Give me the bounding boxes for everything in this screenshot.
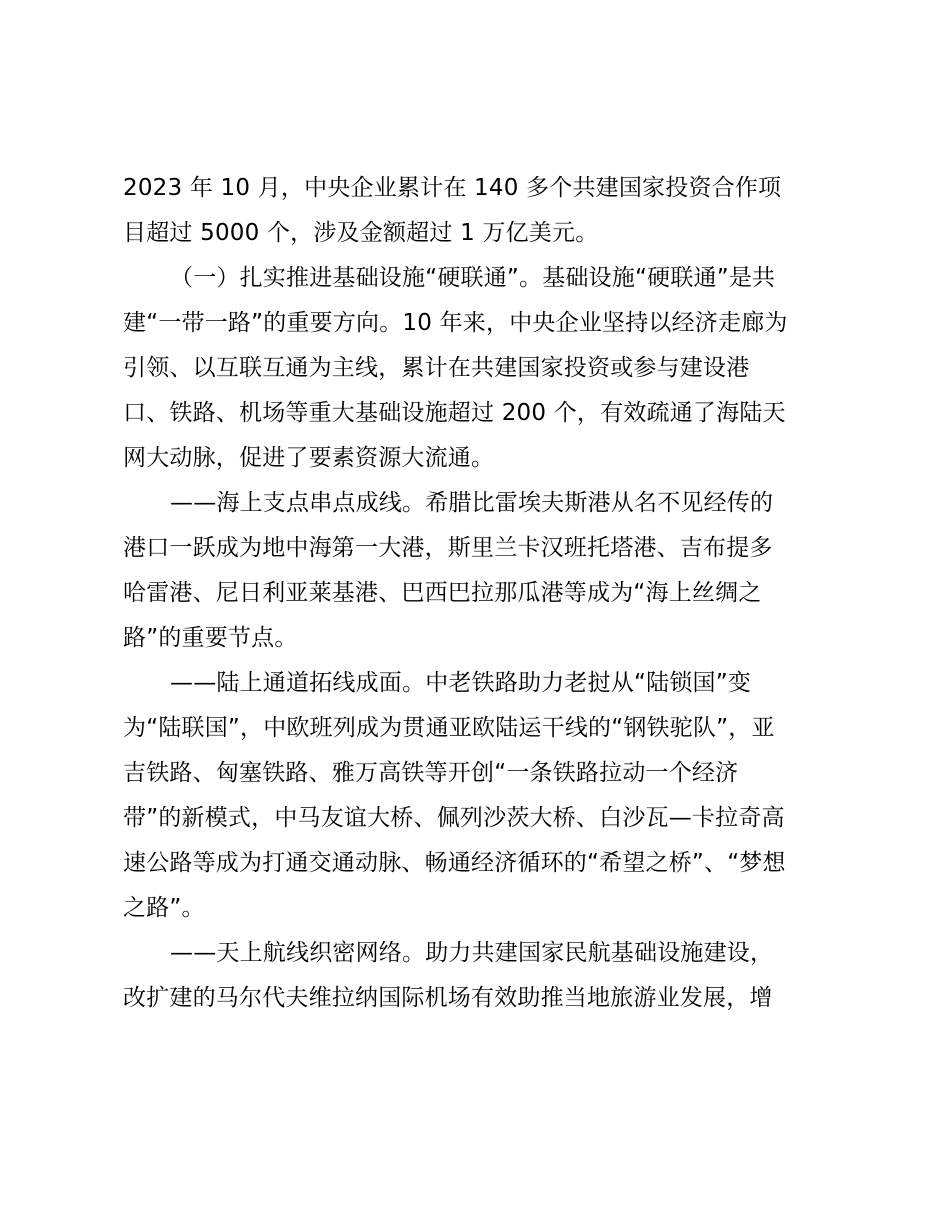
text-line: 建“一带一路”的重要方向。10 年来，中央企业坚持以经济走廊为	[123, 310, 788, 336]
text-line: 改扩建的马尔代夫维拉纳国际机场有效助推当地旅游业发展，增	[123, 985, 773, 1011]
paragraph-start-line: ——天上航线织密网络。助力共建国家民航基础设施建设，	[170, 940, 774, 966]
text-line: 网大动脉，促进了要素资源大流通。	[123, 445, 495, 471]
text-line: 之路”。	[123, 895, 205, 921]
section-heading-line: （一）扎实推进基础设施“硬联通”。基础设施“硬联通”是共	[170, 265, 776, 291]
text-line: 路”的重要节点。	[123, 625, 298, 651]
text-line: 港口一跃成为地中海第一大港，斯里兰卡汉班托塔港、吉布提多	[123, 535, 773, 561]
text-line: 带”的新模式，中马友谊大桥、佩列沙茨大桥、白沙瓦—卡拉奇高	[123, 805, 785, 831]
paragraph-start-line: ——海上支点串点成线。希腊比雷埃夫斯港从名不见经传的	[170, 490, 774, 516]
paragraph-start-line: ——陆上通道拓线成面。中老铁路助力老挝从“陆锁国”变	[170, 670, 752, 696]
text-line: 哈雷港、尼日利亚莱基港、巴西巴拉那瓜港等成为“海上丝绸之	[123, 580, 762, 606]
text-line: 速公路等成为打通交通动脉、畅通经济循环的“希望之桥”、“梦想	[123, 850, 786, 876]
text-line: 引领、以互联互通为主线，累计在共建国家投资或参与建设港	[123, 355, 750, 381]
text-line: 吉铁路、匈塞铁路、雅万高铁等开创“一条铁路拉动一个经济	[123, 760, 739, 786]
text-line: 为“陆联国”，中欧班列成为贯通亚欧陆运干线的“钢铁驼队”，亚	[123, 715, 775, 741]
text-line: 2023 年 10 月，中央企业累计在 140 多个共建国家投资合作项	[123, 175, 782, 201]
text-line: 口、铁路、机场等重大基础设施超过 200 个，有效疏通了海陆天	[123, 400, 786, 426]
text-line: 目超过 5000 个，涉及金额超过 1 万亿美元。	[123, 220, 599, 246]
